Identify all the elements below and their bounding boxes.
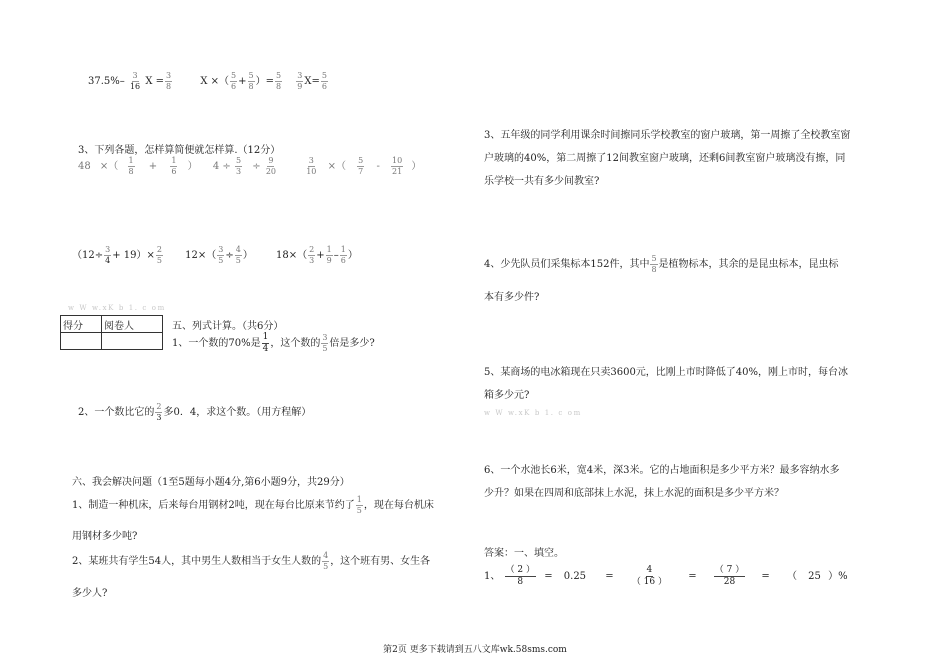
fraction: $\frac{1}{8}$ <box>128 156 134 176</box>
r-question-5: 5、某商场的电冰箱现在只卖3600元，比刚上市时降低了40%，刚上市时，每台冰 箱多少元? <box>484 367 849 401</box>
fraction: $\frac{1}{4}$ <box>262 332 269 354</box>
s6-question-2: 2、某班共有学生54人，其中男生人数相当于女生人数的 $\frac{4}{5}$ ，这个班有男、女生各 <box>72 551 431 571</box>
s6-question-2-cont: 多少人? <box>72 588 108 599</box>
page-footer: 第2页 更多下载请到五八文库wk.58sms.com <box>383 645 567 655</box>
s5-question-1: 1、一个数的70%是 $\frac{1}{4}$ ，这个数的 $\frac{3}{5}$ 倍是多少? <box>172 332 375 354</box>
score-cell <box>61 333 102 350</box>
calc-row-1: 48 ×（ $\frac{1}{8}$ + $\frac{1}{6}$ ） 4 ÷ $\frac{5}{3}$ ÷ $\frac{9}{20}$ $\frac{3}{10}$ ×（ $\frac{5}{7}$ - $\frac{10}{21}$ ） <box>78 156 422 176</box>
fraction: $\frac{4}{5}$ <box>323 551 329 571</box>
fraction: $\frac{5}{3}$ <box>235 156 242 176</box>
reviewer-cell <box>102 333 163 350</box>
reviewer-label: 阅卷人 <box>102 316 163 333</box>
fraction: $\frac{5}{7}$ <box>358 156 364 176</box>
fraction: $\frac{( 7 )}{28}$ <box>714 565 745 587</box>
r-question-4: 4、少先队员们采集标本152件，其中 $\frac{5}{8}$ 是植物标本，其余的是昆虫标本，昆虫标 <box>484 254 839 274</box>
s6-question-1-cont: 用钢材多少吨? <box>72 531 138 542</box>
fraction: $\frac{1}{6}$ <box>340 245 346 265</box>
r-question-3: 3、五年级的同学利用课余时间擦同乐学校教室的窗户玻璃，第一周擦了全校教室窗 户玻璃的40%，第二周擦了12间教室窗户玻璃，还剩6间教室窗户玻璃没有擦，同 乐学校一共有多少间教室? <box>484 130 851 187</box>
watermark: w W w.xK b 1. c om <box>68 304 166 312</box>
score-table <box>60 315 163 350</box>
section-5-title: 五、列式计算。（共6分） <box>172 321 284 332</box>
fraction: $\frac{4}{( 16 )}$ <box>631 565 667 587</box>
fraction: $\frac{3}{5}$ <box>218 245 224 265</box>
fraction: $\frac{2}{5}$ <box>156 245 162 265</box>
fraction: $\frac{3}{4}$ <box>105 245 111 265</box>
fraction: $\frac{5}{6}$ <box>321 71 327 91</box>
fraction: $\frac{2}{3}$ <box>309 245 315 265</box>
r-question-6: 6、一个水池长6米，宽4米，深3米。它的占地面积是多少平方米？最多容纳水多 少升？如果在四周和底部抹上水泥，抹上水泥的面积是多少平方米？ <box>484 465 840 499</box>
calc-row-2: （12÷ $\frac{3}{4}$ + 19）× $\frac{2}{5}$ 12×（ $\frac{3}{5}$ ÷ $\frac{4}{5}$ ） 18×（ $\frac{2}{3}$ + $\frac{1}{9}$ – $\frac{1}{6}$ ） <box>72 245 358 265</box>
fraction: $\frac{5}{8}$ <box>276 71 282 91</box>
s6-question-1: 1、制造一种机床，后来每台用钢材2吨，现在每台比原来节约了 $\frac{1}{5}$ ，现在每台机床 <box>72 495 434 515</box>
fraction: $\frac{1}{6}$ <box>171 156 177 176</box>
fraction: $\frac{5}{8}$ <box>651 254 657 274</box>
watermark: w W w.xK b 1. c om <box>484 409 582 417</box>
fraction: $\frac{5}{6}$ <box>231 71 237 91</box>
fraction: $\frac{5}{8}$ <box>248 71 254 91</box>
fraction: $\frac{3}{9}$ <box>297 71 303 91</box>
fraction: $\frac{1}{5}$ <box>356 495 362 515</box>
fraction: $\frac{1}{9}$ <box>326 245 332 265</box>
fraction: $\frac{3}{8}$ <box>166 71 172 91</box>
answer-title: 答案：一、填空。 <box>484 548 564 559</box>
fraction: $\frac{3}{16}$ <box>129 71 141 91</box>
section-6-title: 六、我会解决问题（1至5题每小题4分,第6小题9分，共29分） <box>72 477 350 488</box>
r-question-4-cont: 本有多少件? <box>484 292 540 303</box>
fraction: $\frac{2}{3}$ <box>156 402 162 422</box>
fraction: $\frac{3}{10}$ <box>306 156 317 176</box>
fraction: $\frac{3}{5}$ <box>322 333 328 353</box>
equation-row: 37.5%– $\frac{3}{16}$ X = $\frac{3}{8}$ X ×（ $\frac{5}{6}$ + $\frac{5}{8}$ ）= $\frac{5}{8}$ $\frac{3}{9}$ X= $\frac{5}{6}$ <box>88 71 327 91</box>
fraction: $\frac{9}{20}$ <box>265 156 277 176</box>
s5-question-2: 2、一个数比它的 $\frac{2}{3}$ 多0．4，求这个数。（用方程解） <box>78 402 312 422</box>
fraction: $\frac{( 2 )}{8}$ <box>505 565 536 587</box>
fraction: $\frac{4}{5}$ <box>235 245 241 265</box>
fraction: $\frac{10}{21}$ <box>392 156 403 176</box>
q3-title: 3、下列各题，怎样算简便就怎样算.（12分） <box>78 145 281 156</box>
answer-row-1: 1、 $\frac{( 2 )}{8}$ = 0.25 = $\frac{4}{( 16 )}$ = $\frac{( 7 )}{28}$ = （ 25 ）% <box>484 565 848 587</box>
score-label: 得分 <box>61 316 102 333</box>
